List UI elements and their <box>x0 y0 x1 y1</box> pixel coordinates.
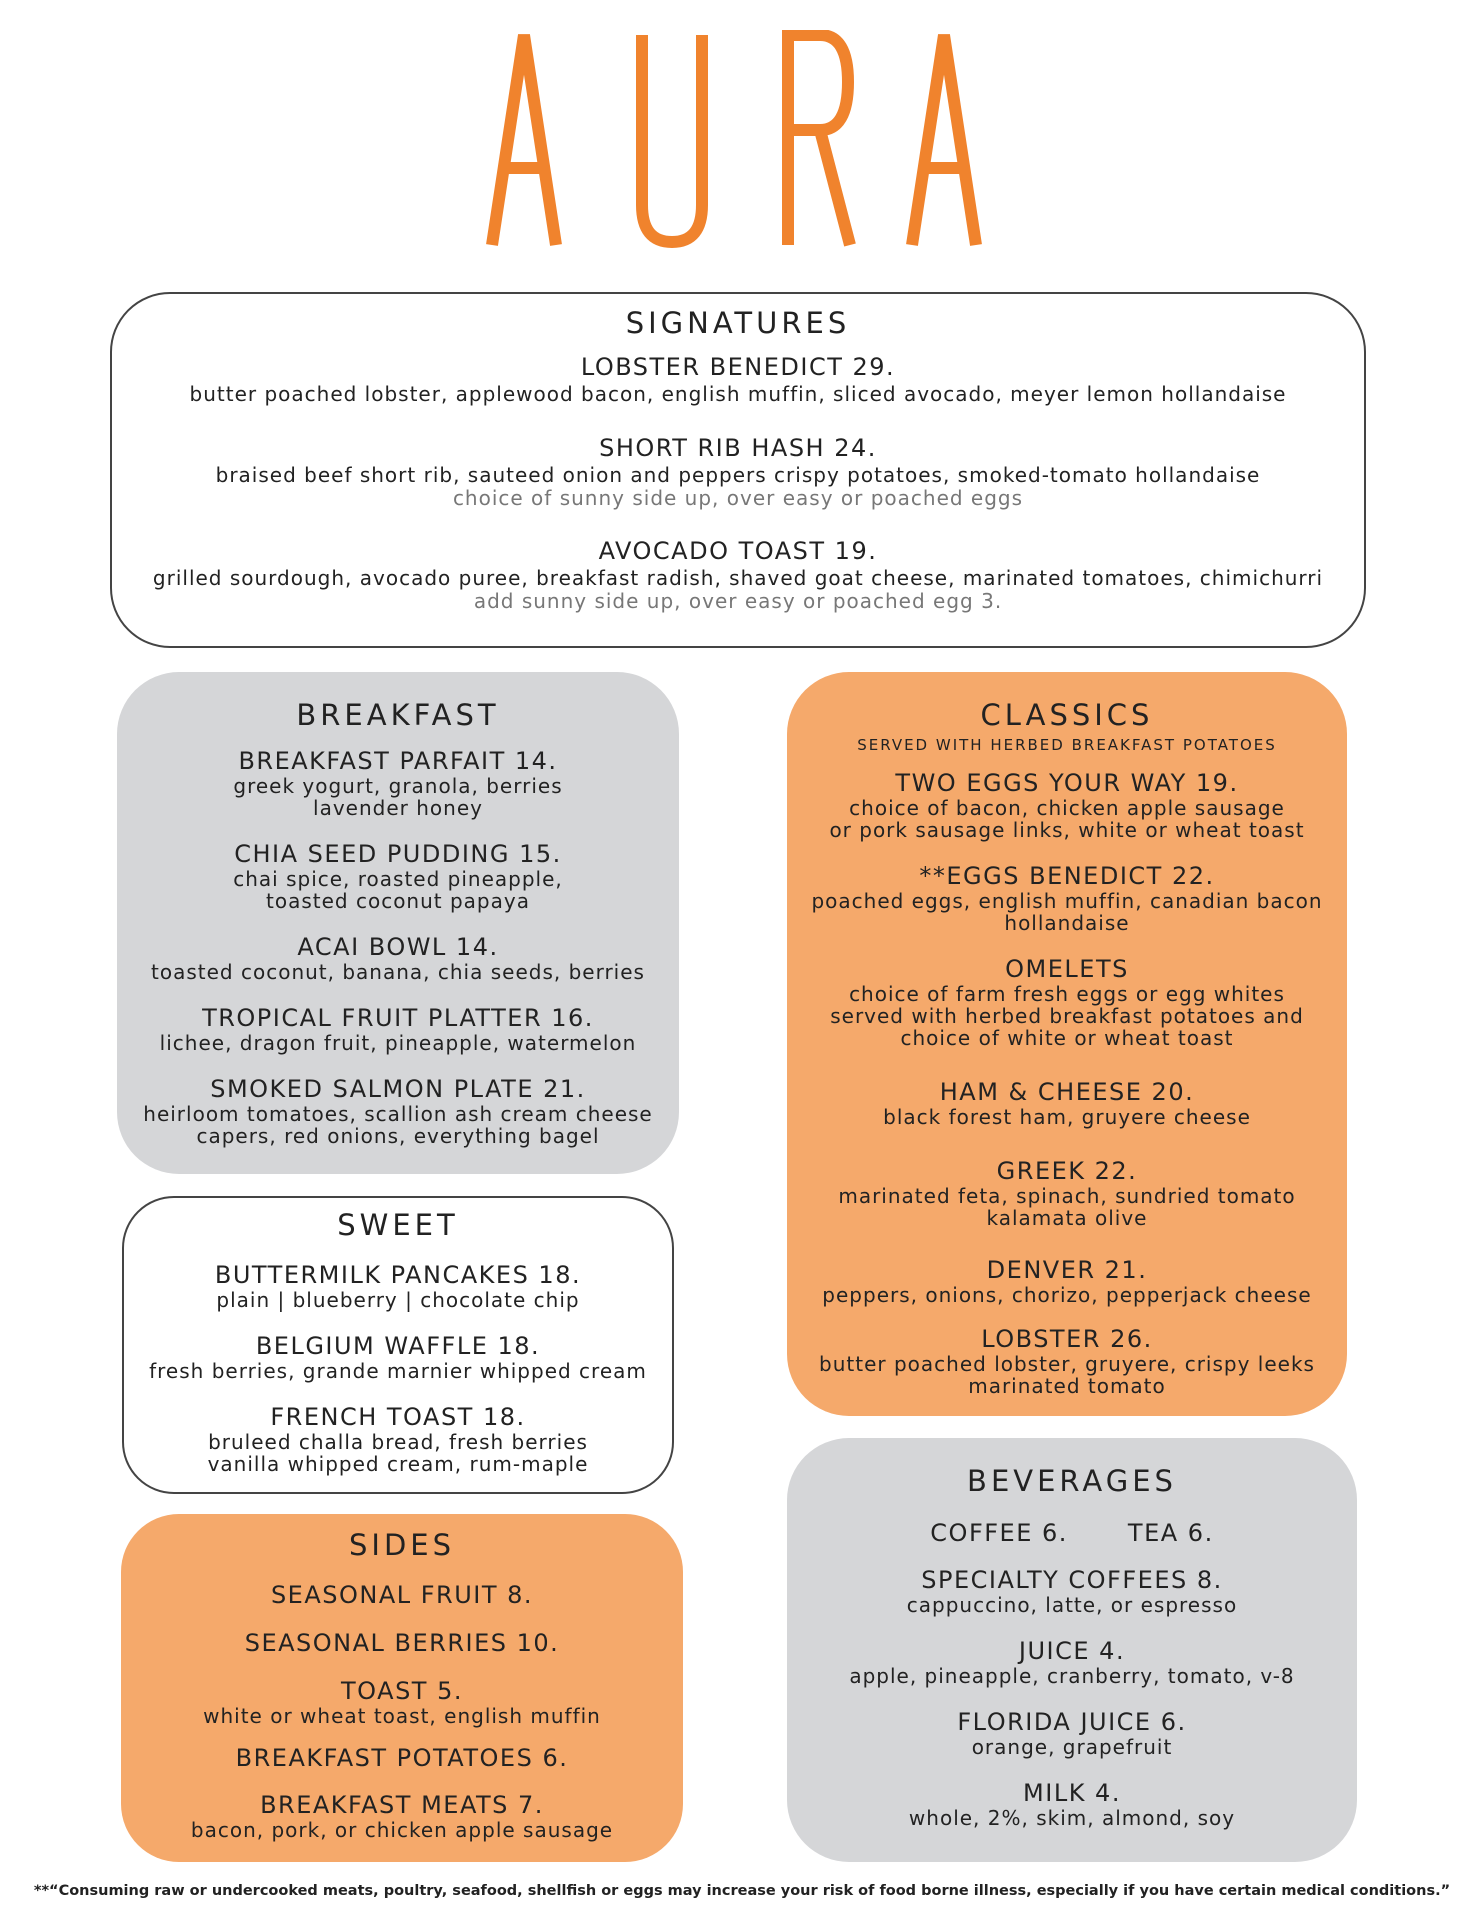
menu-item-buttermilk-pancakes <box>124 1262 672 1311</box>
menu-item-two-eggs <box>787 770 1347 841</box>
item-name: FLORIDA JUICE 6. <box>957 1708 1187 1736</box>
menu-item-ham-cheese <box>787 1079 1347 1128</box>
item-name: BUTTERMILK PANCAKES 18. <box>214 1261 582 1289</box>
menu-item-breakfast-potatoes <box>121 1745 683 1772</box>
item-name: SEASONAL BERRIES 10. <box>244 1629 560 1657</box>
item-name: BREAKFAST PARFAIT 14. <box>238 747 558 775</box>
menu-item-belgium-waffle <box>124 1333 672 1382</box>
item-description: or pork sausage links, white or wheat toast <box>829 818 1305 842</box>
item-description: served with herbed breakfast potatoes and <box>830 1004 1304 1028</box>
menu-item-eggs-benedict <box>787 863 1347 934</box>
coffee-tea-row <box>787 1520 1357 1547</box>
beverages-title: BEVERAGES <box>967 1464 1177 1498</box>
item-name: **EGGS BENEDICT 22. <box>919 862 1215 890</box>
sides-section <box>121 1514 683 1862</box>
item-description: cappuccino, latte, or espresso <box>906 1593 1238 1617</box>
menu-item-florida-juice <box>787 1709 1357 1758</box>
sweet-section <box>122 1196 674 1494</box>
sides-title: SIDES <box>348 1528 456 1562</box>
menu-item-milk <box>787 1780 1357 1829</box>
item-description: marinated feta, spinach, sundried tomato <box>838 1184 1296 1208</box>
item-note: add sunny side up, over easy or poached egg 3. <box>473 589 1003 613</box>
breakfast-section <box>117 672 679 1174</box>
item-name: BREAKFAST MEATS 7. <box>260 1791 544 1819</box>
item-description: plain | blueberry | chocolate chip <box>216 1288 580 1312</box>
aura-logo-mark <box>482 30 1002 250</box>
item-description: braised beef short rib, sauteed onion and peppers crispy potatoes, smoked-tomato hollandaise <box>215 463 1261 487</box>
menu-item-denver <box>787 1257 1347 1306</box>
item-description: whole, 2%, skim, almond, soy <box>908 1806 1236 1830</box>
item-description: marinated tomato <box>968 1374 1166 1398</box>
item-description: chai spice, roasted pineapple, <box>233 867 563 891</box>
item-name: CHIA SEED PUDDING 15. <box>234 840 562 868</box>
item-description: capers, red onions, everything bagel <box>196 1124 600 1148</box>
breakfast-title: BREAKFAST <box>296 698 500 732</box>
item-name: LOBSTER 26. <box>981 1325 1153 1353</box>
item-description: choice of bacon, chicken apple sausage <box>849 796 1285 820</box>
item-tea: TEA 6. <box>1127 1519 1214 1547</box>
item-description: orange, grapefruit <box>971 1735 1173 1759</box>
menu-item-lobster-omelet <box>787 1326 1347 1397</box>
item-name: JUICE 4. <box>1018 1637 1126 1665</box>
item-name: ACAI BOWL 14. <box>297 933 499 961</box>
item-description: grilled sourdough, avocado puree, breakfast radish, shaved goat cheese, marinated tomatoes, chimichurri <box>152 566 1324 590</box>
menu-item-smoked-salmon-plate <box>117 1076 679 1147</box>
item-name: SPECIALTY COFFEES 8. <box>921 1566 1223 1594</box>
item-name: AVOCADO TOAST 19. <box>598 537 878 565</box>
menu-item-lobster-benedict <box>112 354 1364 405</box>
item-name: MILK 4. <box>1023 1779 1121 1807</box>
item-description: kalamata olive <box>986 1206 1148 1230</box>
item-name: TROPICAL FRUIT PLATTER 16. <box>202 1004 594 1032</box>
item-name: GREEK 22. <box>996 1157 1138 1185</box>
item-description: peppers, onions, chorizo, pepperjack cheese <box>822 1283 1312 1307</box>
item-description: toasted coconut papaya <box>266 889 530 913</box>
sweet-title: SWEET <box>337 1208 459 1242</box>
menu-item-avocado-toast <box>112 538 1364 613</box>
item-name: SMOKED SALMON PLATE 21. <box>210 1075 586 1103</box>
menu-item-breakfast-meats <box>121 1792 683 1841</box>
menu-item-tropical-fruit-platter <box>117 1005 679 1054</box>
item-description: heirloom tomatoes, scallion ash cream cheese <box>143 1102 653 1126</box>
item-description: toasted coconut, banana, chia seeds, berries <box>151 960 645 984</box>
item-description: greek yogurt, granola, berries <box>233 774 563 798</box>
menu-item-breakfast-parfait <box>117 748 679 819</box>
item-name: SEASONAL FRUIT 8. <box>270 1581 534 1609</box>
item-description: hollandaise <box>1004 911 1130 935</box>
item-description: bacon, pork, or chicken apple sausage <box>190 1818 614 1842</box>
item-name: FRENCH TOAST 18. <box>270 1403 526 1431</box>
item-description: apple, pineapple, cranberry, tomato, v-8 <box>849 1664 1295 1688</box>
menu-item-omelets <box>787 956 1347 1049</box>
beverages-section <box>787 1438 1357 1862</box>
item-name: TOAST 5. <box>341 1677 463 1705</box>
item-description: lavender honey <box>313 796 483 820</box>
item-name: HAM & CHEESE 20. <box>939 1078 1195 1106</box>
item-name: SHORT RIB HASH 24. <box>599 434 877 462</box>
classics-title: CLASSICS <box>980 698 1154 732</box>
menu-item-chia-seed-pudding <box>117 841 679 912</box>
item-coffee: COFFEE 6. <box>930 1519 1068 1547</box>
menu-item-toast <box>121 1678 683 1727</box>
item-name: OMELETS <box>1005 955 1129 983</box>
signatures-title: SIGNATURES <box>625 306 851 340</box>
classics-subtitle: SERVED WITH HERBED BREAKFAST POTATOES <box>857 736 1277 754</box>
menu-item-short-rib-hash <box>112 435 1364 510</box>
health-disclaimer: **“Consuming raw or undercooked meats, poultry, seafood, shellfish or eggs may increase your risk of food borne illness, especially if you have certain medical conditions.” <box>33 1883 1451 1899</box>
item-name: LOBSTER BENEDICT 29. <box>580 353 896 381</box>
item-description: lichee, dragon fruit, pineapple, watermelon <box>159 1031 637 1055</box>
item-description: butter poached lobster, gruyere, crispy leeks <box>819 1352 1315 1376</box>
item-description: choice of white or wheat toast <box>900 1026 1234 1050</box>
menu-item-seasonal-fruit <box>121 1582 683 1609</box>
classics-section <box>787 672 1347 1416</box>
item-description: butter poached lobster, applewood bacon, english muffin, sliced avocado, meyer lemon hollandaise <box>189 382 1287 406</box>
menu-item-french-toast <box>124 1404 672 1475</box>
item-name: TWO EGGS YOUR WAY 19. <box>895 769 1239 797</box>
item-name: DENVER 21. <box>986 1256 1148 1284</box>
item-name: BREAKFAST POTATOES 6. <box>235 1744 569 1772</box>
item-description: poached eggs, english muffin, canadian bacon <box>811 889 1323 913</box>
item-name: BELGIUM WAFFLE 18. <box>255 1332 541 1360</box>
item-description: fresh berries, grande marnier whipped cream <box>149 1359 647 1383</box>
signatures-section <box>110 292 1366 648</box>
menu-item-seasonal-berries <box>121 1630 683 1657</box>
menu-item-acai-bowl <box>117 934 679 983</box>
menu-item-greek <box>787 1158 1347 1229</box>
item-description: vanilla whipped cream, rum-maple <box>207 1452 589 1476</box>
item-description: choice of farm fresh eggs or egg whites <box>849 982 1285 1006</box>
item-description: black forest ham, gruyere cheese <box>883 1105 1251 1129</box>
item-description: white or wheat toast, english muffin <box>203 1704 601 1728</box>
menu-item-specialty-coffees <box>787 1567 1357 1616</box>
item-description: bruleed challa bread, fresh berries <box>208 1430 588 1454</box>
item-note: choice of sunny side up, over easy or poached eggs <box>452 486 1024 510</box>
menu-item-juice <box>787 1638 1357 1687</box>
aura-logo <box>0 30 1484 270</box>
